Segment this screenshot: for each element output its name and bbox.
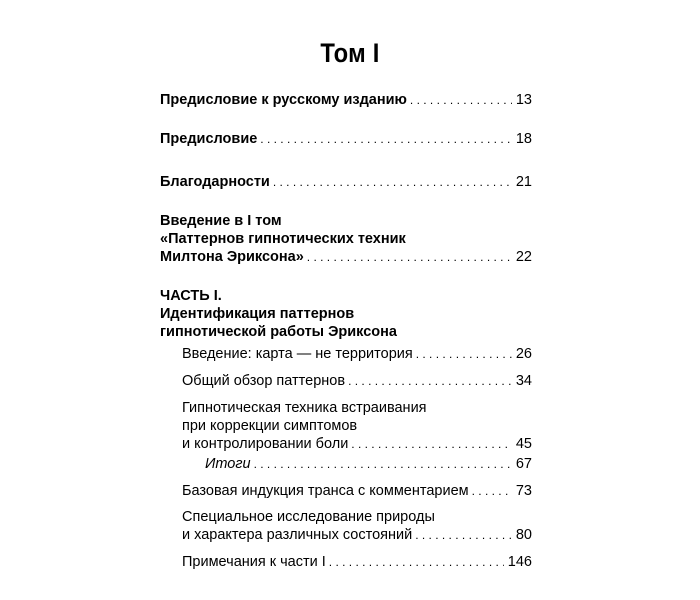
leader-dots	[329, 553, 504, 571]
toc-entry-page: 67	[515, 456, 532, 472]
toc-entry-preface-russian	[160, 91, 532, 109]
toc-entry-page: 73	[515, 483, 532, 499]
toc-entry-summary	[205, 455, 532, 473]
toc-entry-notes-part-1	[182, 553, 532, 571]
leader-dots	[416, 345, 512, 363]
toc-entry-title-line: «Паттернов гипнотических техник	[160, 231, 406, 247]
toc-entry-embedding-technique	[182, 399, 532, 453]
toc-part-title-line: Идентификация паттернов	[160, 306, 355, 322]
toc-entry-page: 22	[515, 249, 532, 265]
toc-entry-title-line: Милтона Эриксона»	[160, 249, 304, 265]
toc-entry-title-line: и характера различных состояний	[182, 527, 413, 543]
toc-entry-map-not-territory	[182, 345, 532, 363]
toc-entry-page: 45	[515, 436, 532, 452]
toc-entry-page: 146	[507, 554, 532, 570]
toc-entry-acknowledgements	[160, 173, 532, 191]
toc-entry-page: 80	[515, 527, 532, 543]
toc-entry-page: 34	[515, 373, 532, 389]
leader-dots	[410, 91, 512, 109]
toc-entry-special-study	[182, 508, 532, 544]
toc-entry-preface	[160, 130, 532, 148]
toc-entry-title: Предисловие к русскому изданию	[160, 92, 407, 108]
leader-dots	[351, 435, 512, 453]
leader-dots	[254, 455, 512, 473]
volume-title: Том I	[320, 38, 380, 68]
toc-entry-title: Введение: карта — не территория	[182, 346, 413, 362]
toc-entry-title: Базовая индукция транса с комментарием	[182, 483, 469, 499]
toc-entry-page: 18	[515, 131, 532, 147]
leader-dots	[415, 526, 512, 544]
leader-dots	[472, 482, 512, 500]
leader-dots	[307, 248, 512, 266]
toc-part-title-line: гипнотической работы Эриксона	[160, 324, 397, 340]
toc-entry-page: 13	[515, 92, 532, 108]
toc-entry-title: Итоги	[205, 456, 251, 472]
toc-entry-title: Общий обзор паттернов	[182, 373, 346, 389]
toc-part-1-heading	[160, 287, 532, 341]
toc-part-label: ЧАСТЬ I.	[160, 288, 222, 304]
toc-entry-title-line: и контролировании боли	[182, 436, 349, 452]
toc-entry-basic-trance-induction	[182, 482, 532, 500]
toc-entry-title-line: Специальное исследование природы	[182, 509, 435, 525]
leader-dots	[273, 173, 512, 191]
toc-entry-introduction-volume-1	[160, 212, 532, 266]
toc-entry-patterns-overview	[182, 372, 532, 390]
toc-entry-page: 26	[515, 346, 532, 362]
toc-entry-title-line: Гипнотическая техника встраивания	[182, 400, 427, 416]
toc-entry-title-line: при коррекции симптомов	[182, 418, 358, 434]
toc-entry-title: Примечания к части I	[182, 554, 326, 570]
toc-entry-page: 21	[515, 174, 532, 190]
toc-entry-title: Предисловие	[160, 131, 258, 147]
leader-dots	[348, 372, 512, 390]
toc-entry-title: Благодарности	[160, 174, 270, 190]
toc-entry-title-line: Введение в I том	[160, 213, 282, 229]
leader-dots	[260, 130, 512, 148]
